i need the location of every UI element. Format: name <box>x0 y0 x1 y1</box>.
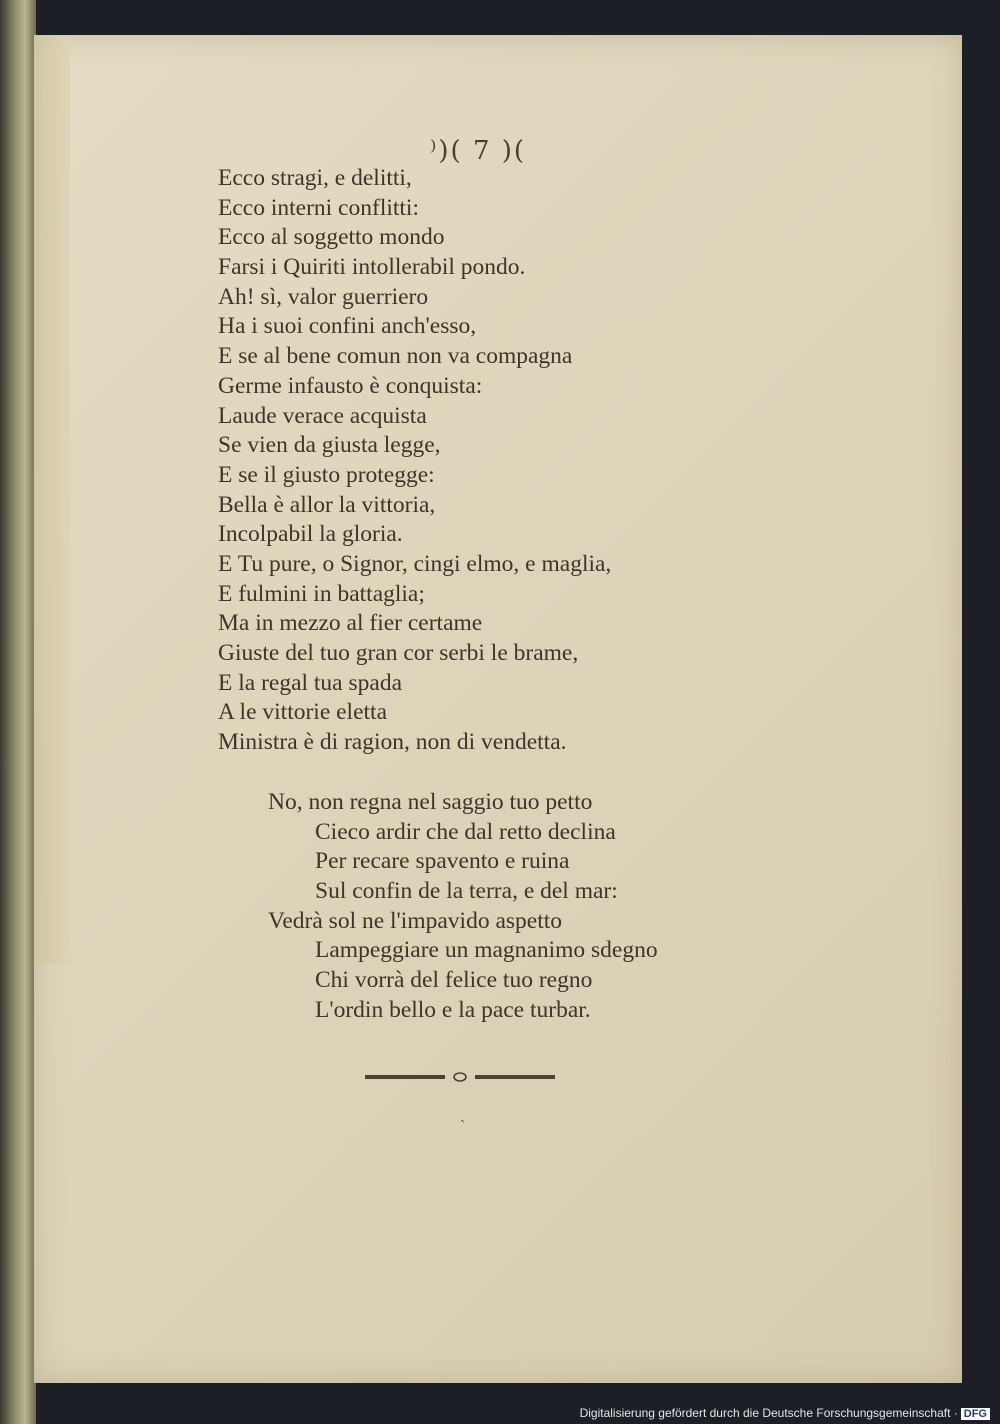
verse-line: E se il giusto protegge: <box>218 461 435 488</box>
verse-line: Se vien da giusta legge, <box>218 432 441 459</box>
verse-line: Germe infausto è conquista: <box>218 372 483 399</box>
stanza-2 <box>268 788 658 1026</box>
verse-line: Laude verace acquista <box>218 402 427 429</box>
verse-line: L'ordin bello e la pace turbar. <box>315 996 591 1023</box>
ink-mark: ˎ <box>460 1104 466 1123</box>
verse-line: Per recare spavento e ruina <box>315 848 570 875</box>
dfg-logo: DFG <box>961 1408 990 1420</box>
verse-line: Ecco interni conflitti: <box>218 194 419 221</box>
page-gutter <box>34 35 70 965</box>
footer-credit <box>580 1406 990 1420</box>
verse-line: E se al bene comun non va compagna <box>218 343 573 370</box>
verse-line: No, non regna nel saggio tuo petto <box>268 789 593 815</box>
footer-credit-text: Digitalisierung gefördert durch die Deutsche Forschungsgemeinschaft · <box>579 1406 958 1420</box>
verse-line: Ma in mezzo al fier certame <box>218 610 483 637</box>
verse-line: Sul confin de la terra, e del mar: <box>315 878 618 905</box>
verse-line: Giuste del tuo gran cor serbi le brame, <box>218 640 579 666</box>
ornament-divider <box>365 1070 555 1084</box>
verse-line: E fulmini in battaglia; <box>218 580 425 607</box>
verse-line: Vedrà sol ne l'impavido aspetto <box>268 907 563 934</box>
verse-line: Ministra è di ragion, non di vendetta. <box>218 729 567 756</box>
verse-line: E Tu pure, o Signor, cingi elmo, e maglia, <box>218 550 612 577</box>
verse-line: Incolpabil la gloria. <box>218 521 403 548</box>
verse-line: A le vittorie eletta <box>218 699 388 726</box>
verse-line: Cieco ardir che dal retto declina <box>315 818 616 845</box>
book-spine <box>0 0 36 1424</box>
page-number-header: ⁾)( 7 )( <box>430 136 527 166</box>
verse-line: Ecco al soggetto mondo <box>218 224 445 251</box>
verse-line: Ha i suoi confini anch'esso, <box>218 313 477 340</box>
verse-line: E la regal tua spada <box>218 669 402 696</box>
verse-line: Lampeggiare un magnanimo sdegno <box>315 937 658 964</box>
verse-line: Ah! sì, valor guerriero <box>218 283 429 310</box>
verse-line: Ecco stragi, e delitti, <box>218 165 412 191</box>
verse-line: Farsi i Quiriti intollerabil pondo. <box>218 254 526 281</box>
verse-line: Chi vorrà del felice tuo regno <box>315 967 593 994</box>
verse-line: Bella è allor la vittoria, <box>218 491 436 518</box>
stanza-1 <box>218 164 611 758</box>
